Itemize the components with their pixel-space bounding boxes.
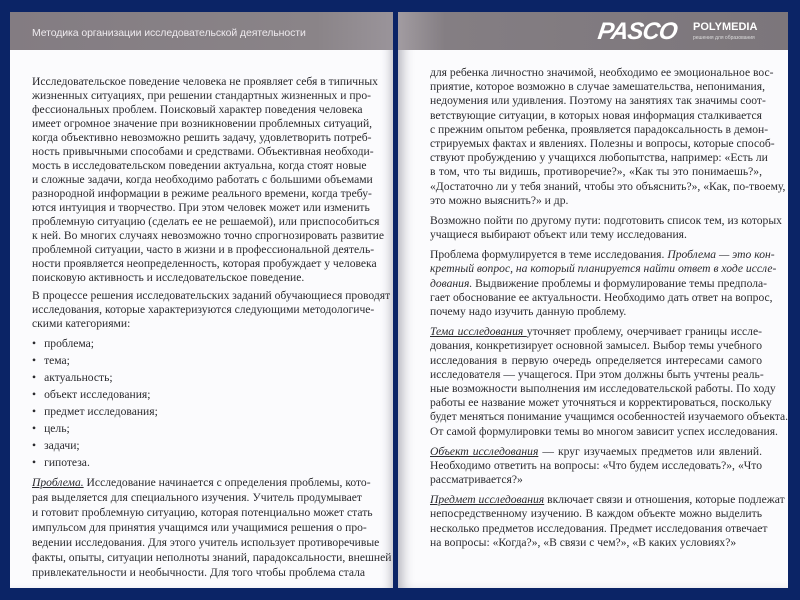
right-page-text <box>430 66 789 556</box>
text-line: исследователя — учащегося. При этом должны быть учтены реаль- <box>430 367 764 381</box>
term-label: Предмет исследования <box>430 493 545 507</box>
text-segment: уточняет проблему, очерчивает границы иссле- <box>526 325 762 339</box>
text-line: когда объективно невозможно решить задачу, удовлетворить потреб- <box>32 131 372 144</box>
paragraph <box>430 445 762 488</box>
polymedia-tagline: решения для образования <box>693 35 755 41</box>
text-line <box>430 248 775 262</box>
text-segment: Проблема — это кон- <box>667 248 775 262</box>
text-line: фессиональных проблем. Поисковый характер поведения человека <box>32 103 363 116</box>
text-line: в том, что ты видишь, противоречие?», «Как ты это понимаешь?», <box>430 165 762 179</box>
text-line <box>430 493 785 507</box>
text-segment: Исследование начинается с определения проблемы, кото- <box>83 476 371 489</box>
left-page <box>10 12 393 588</box>
list-item: • актуальность; <box>32 369 362 386</box>
list-item: • тема; <box>32 352 362 369</box>
text-line: приятие, которое возможно в случае замешательства, непонимания, <box>430 80 765 94</box>
text-line: проблемную ситуацию (сделать ее не решаемой), или приспособиться <box>32 215 380 228</box>
text-line: От самой формулировки темы во многом зависит успех исследования. <box>430 424 778 438</box>
text-line: дования, конкретизирует основной замысел. Выбор темы учебного <box>430 339 762 353</box>
text-line: ются интуиция и творчество. При этом человек может или изменить <box>32 201 370 214</box>
list-item: • задачи; <box>32 437 362 454</box>
text-line: стрируемых фактах и явлениях. Полезны и вопросы, которые способ- <box>430 136 775 150</box>
term-label: Объект исследования <box>430 444 539 458</box>
running-header <box>10 12 393 50</box>
text-line: привлекательности и необычности. Для того чтобы проблема стала <box>32 566 366 579</box>
text-line: поисковую активность и исследовательское поведение. <box>32 271 305 284</box>
text-line: рассматривается?» <box>430 473 523 487</box>
text-line: рая выделяется для специального изучения. Учитель продумывает <box>32 491 362 504</box>
list-item: • гипотеза. <box>32 454 362 471</box>
text-segment: Выдвижение проблемы и формулирование темы предпола- <box>472 276 768 290</box>
text-line: с прежним опытом ребенка, проявляется парадоксальность в демон- <box>430 122 769 136</box>
text-line: работы ее название может уточняться и корректироваться, поскольку <box>430 396 772 410</box>
text-line: жизненных ситуациях, при решении стандартных жизненных и про- <box>32 89 372 102</box>
text-line: факты, опыты, ситуации неполноты знаний, парадоксальности, внешней <box>32 551 392 564</box>
text-line: будет меняться понимание учащимся особенностей изучаемого объекта. <box>430 410 789 424</box>
pasco-logo: PASCO <box>596 18 679 45</box>
category-list <box>32 335 362 471</box>
text-segment: кретный вопрос, на который планируется найти ответ в ходе иссле- <box>430 262 777 276</box>
text-line: непосредственному изучению. В каждом объекте можно выделить <box>430 507 762 521</box>
list-item: • цель; <box>32 420 362 437</box>
paragraph <box>430 325 789 439</box>
text-line: Необходимо ответить на вопросы: «Что будем исследовать?», «Что <box>430 458 762 472</box>
right-page <box>398 12 788 588</box>
text-line: «Достаточно ли у тебя знаний, чтобы это объяснить?», «Как, по-твоему, <box>430 179 786 193</box>
paragraph <box>32 289 391 331</box>
paragraph <box>430 248 777 319</box>
paragraph <box>32 75 385 285</box>
paragraph <box>430 213 782 242</box>
text-line: ведении исследования. Для этого учитель использует противоречивые <box>32 536 380 549</box>
text-line: разнородной информации в режиме реального времени, когда требу- <box>32 187 372 200</box>
text-line: ности проявляется неопределенность, которая пробуждает у человека <box>32 257 377 270</box>
text-line: скими категориями: <box>32 317 131 330</box>
list-item: • объект исследования; <box>32 386 362 403</box>
text-line: проблемной ситуации, часто в жизни и в профессиональной деятель- <box>32 243 375 256</box>
logo-header <box>398 12 788 50</box>
text-line: Исследовательское поведение человека не проявляет себя в типичных <box>32 75 378 88</box>
text-line: ные возможности выполнения им исследовательской работы. По ходу <box>430 381 776 395</box>
paragraph <box>32 475 392 580</box>
text-line: ствуют пробуждению у учащихся любопытства, например: «Есть ли <box>430 151 768 165</box>
text-line: почему надо изучить данную проблему. <box>430 305 627 318</box>
text-line <box>430 276 768 291</box>
paragraph <box>430 66 786 208</box>
text-line <box>430 262 777 276</box>
text-line: исследования в первую очередь определяется интересами самого <box>430 353 762 367</box>
text-segment: дования. <box>430 276 473 290</box>
text-segment: — круг изучаемых предметов или явлений. <box>538 444 762 458</box>
text-line: для ребенка личностно значимой, необходимо ее эмоциональное вос- <box>430 66 774 79</box>
text-line: несколько предметов исследования. Предмет исследования отвечает <box>430 521 768 535</box>
text-line: и готовит проблемную ситуацию, которая потенциально может стать <box>32 506 373 519</box>
text-line: на вопросы: «Когда?», «В связи с чем?», «В каких условиях?» <box>430 535 737 549</box>
term-label: Проблема. <box>32 476 84 489</box>
text-line: ветствующие ситуации, в которых новая информация сталкивается <box>430 108 762 122</box>
text-line: имеет огромное значение при возникновении проблемных ситуаций, <box>32 117 373 130</box>
text-segment: Проблема формулируется в теме исследования. <box>430 248 668 262</box>
list-item: • предмет исследования; <box>32 403 362 420</box>
text-line: В процессе решения исследовательских заданий обучающиеся проводят <box>32 289 391 302</box>
text-line: мость в исследовательском поведении актуальна, когда стоят новые <box>32 159 367 172</box>
text-line: это можно выяснить?» и др. <box>430 193 569 207</box>
header-title: Методика организации исследовательской деятельности <box>32 27 306 39</box>
left-page-text <box>32 75 392 584</box>
list-item: • проблема; <box>32 335 362 352</box>
text-line <box>430 325 762 339</box>
text-line: к ней. Во многих случаях невозможно точно спрогнозировать развитие <box>32 229 385 242</box>
text-line: исследования, которые характеризуются следующими методологиче- <box>32 303 375 316</box>
text-line: и сложные задачи, когда необходимо работать с большими объемами <box>32 173 373 186</box>
paragraph <box>430 493 785 550</box>
text-line: Возможно пойти по другому пути: подготовить список тем, из которых <box>430 213 782 227</box>
text-segment: включает связи и отношения, которые подлежат <box>544 493 785 507</box>
text-line: импульсом для принятия учащимся или учащимися решения о про- <box>32 521 367 534</box>
text-line <box>32 475 371 490</box>
text-line: учащиеся выбирают объект или тему исследования. <box>430 228 687 242</box>
text-line: ность привычными способами и средствами. Объективная необходи- <box>32 145 374 158</box>
term-label: Тема исследования <box>430 325 527 339</box>
text-line <box>430 445 762 459</box>
text-line: гает обоснование ее актуальности. Необходимо дать ответ на вопрос, <box>430 290 773 304</box>
polymedia-logo: POLYMEDIA <box>693 21 758 33</box>
text-line: недоумения или удивления. Поэтому на занятиях так значимы соот- <box>430 94 766 108</box>
